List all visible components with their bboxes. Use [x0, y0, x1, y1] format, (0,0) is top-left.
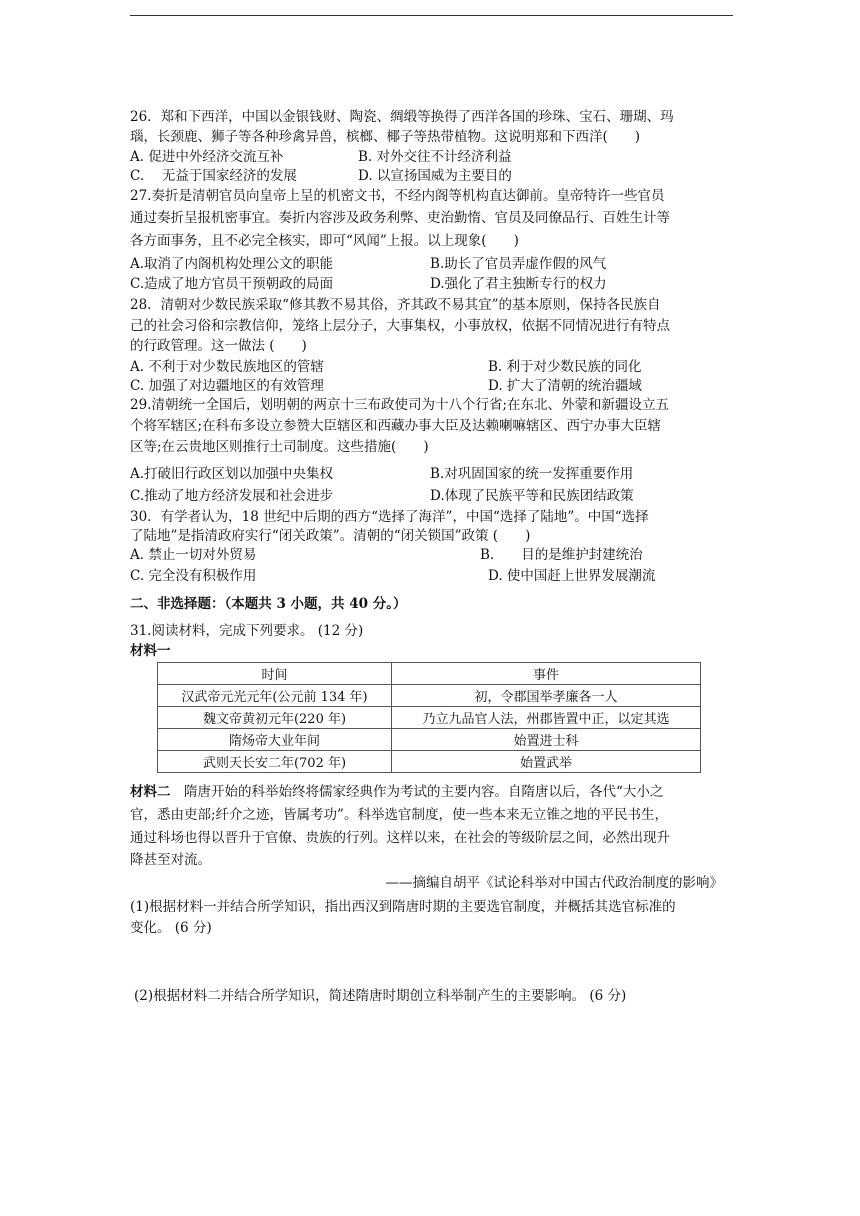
material-2-line2: 官，悉由吏部;纤介之迹，皆属考功”。科举选官制度，使一些本来无立锥之地的平民书生， — [130, 807, 668, 823]
table-row — [158, 707, 701, 729]
q29-stem-line1: 29.清朝统一全国后，划明朝的两京十三布政使司为十八个行省;在东北、外蒙和新疆设立五 — [130, 397, 670, 413]
table-cell-event: 始置进士科 — [392, 729, 701, 751]
q27-stem-line2: 通过奏折呈报机密事宜。奏折内容涉及政务利弊、吏治勤惰、官员及同僚品行、百姓生计等 — [130, 210, 670, 226]
q27-option-a: A.取消了内阁机构处理公文的职能 — [130, 256, 334, 272]
q30-stem-line2: 了陆地”是指清政府实行“闭关政策”。清朝的“闭关锁国”政策 ( ) — [130, 528, 531, 544]
q27-option-c: C.造成了地方官员干预朝政的局面 — [130, 276, 334, 292]
material-2-line4: 降甚至对流。 — [130, 852, 211, 868]
q30-option-b: B. 目的是维护封建统治 — [480, 547, 643, 563]
sub-question-2: (2)根据材料二并结合所学知识，简述隋唐时期创立科举制产生的主要影响。 (6 分) — [134, 988, 627, 1004]
material-1-label: 材料一 — [130, 643, 171, 659]
table-cell-time: 汉武帝元光元年(公元前 134 年) — [158, 685, 392, 707]
material-2-text-start: 隋唐开始的科举始终将儒家经典作为考试的主要内容。自隋唐以后，各代“大小之 — [184, 784, 664, 800]
table-header-time: 时间 — [158, 663, 392, 685]
q27-option-b: B.助长了官员弄虚作假的风气 — [430, 256, 607, 272]
q26-stem-line2: 瑙，长颈鹿、狮子等各种珍禽异兽，槟榔、椰子等热带植物。这说明郑和下西洋( ) — [130, 129, 641, 145]
q30-option-c: C. 完全没有积极作用 — [130, 568, 257, 584]
q26-option-c: C. 无益于国家经济的发展 — [130, 168, 297, 184]
q28-option-b: B. 利于对少数民族的同化 — [488, 359, 642, 375]
table-cell-event: 乃立九品官人法，州郡皆置中正，以定其选 — [392, 707, 701, 729]
q30-option-a: A. 禁止一切对外贸易 — [130, 547, 257, 563]
q28-stem-line2: 己的社会习俗和宗教信仰，笼络上层分子，大事集权，小事放权，依据不同情况进行有特点 — [130, 318, 670, 334]
sub-question-1-line2: 变化。 (6 分) — [130, 920, 212, 936]
q28-option-d: D. 扩大了清朝的统治疆域 — [488, 378, 642, 394]
q30-stem-line1: 30．有学者认为，18 世纪中后期的西方“选择了海洋”，中国“选择了陆地”。中国“选择 — [130, 509, 649, 525]
q30-option-d: D. 使中国赶上世界发展潮流 — [488, 568, 656, 584]
q31-intro: 31.阅读材料，完成下列要求。 (12 分) — [130, 623, 364, 639]
table-cell-time: 隋炀帝大业年间 — [158, 729, 392, 751]
table-row — [158, 729, 701, 751]
table-cell-event: 初，令郡国举孝廉各一人 — [392, 685, 701, 707]
q27-stem-line3: 各方面事务，且不必完全核实，即可“风闻”上报。以上现象( ) — [130, 233, 519, 249]
material-2-label: 材料二 — [130, 784, 171, 800]
q29-option-d: D.体现了民族平等和民族团结政策 — [430, 488, 634, 504]
q28-stem-line3: 的行政管理。这一做法 ( ) — [130, 338, 307, 354]
material-2-line1 — [130, 782, 663, 802]
material-1-table — [157, 662, 701, 773]
table-header-event: 事件 — [392, 663, 701, 685]
table-cell-time: 魏文帝黄初元年(220 年) — [158, 707, 392, 729]
q27-stem-line1: 27.奏折是清朝官员向皇帝上呈的机密文书，不经内阁等机构直达御前。皇帝特许一些官员 — [130, 188, 665, 204]
q26-option-d: D. 以宣扬国威为主要目的 — [358, 168, 512, 184]
q28-option-a: A. 不利于对少数民族地区的管辖 — [130, 359, 324, 375]
q28-option-c: C. 加强了对边疆地区的有效管理 — [130, 378, 324, 394]
table-header-row — [158, 663, 701, 685]
q26-stem-line1: 26．郑和下西洋，中国以金银钱财、陶瓷、绸缎等换得了西洋各国的珍珠、宝石、珊瑚、玛 — [130, 109, 674, 125]
table-row — [158, 685, 701, 707]
q26-option-b: B. 对外交往不计经济利益 — [358, 149, 512, 165]
table-row — [158, 751, 701, 773]
q26-option-a: A. 促进中外经济交流互补 — [130, 149, 284, 165]
sub-question-1-line1: (1)根据材料一并结合所学知识，指出西汉到隋唐时期的主要选官制度，并概括其选官标准的 — [130, 899, 676, 915]
q29-stem-line3: 区等;在云贵地区则推行土司制度。这些措施( ) — [130, 439, 429, 455]
header-rule — [130, 15, 733, 16]
material-2-line3: 通过科场也得以晋升于官僚、贵族的行列。这样以来，在社会的等级阶层之间，必然出现升 — [130, 830, 670, 846]
q29-stem-line2: 个将军辖区;在科布多设立参赞大臣辖区和西藏办事大臣及达赖喇嘛辖区、西宁办事大臣辖 — [130, 418, 662, 434]
q28-stem-line1: 28．清朝对少数民族采取“修其教不易其俗，齐其政不易其宜”的基本原则，保持各民族自 — [130, 297, 661, 313]
material-2-source: ——摘编自胡平《试论科举对中国古代政治制度的影响》 — [385, 875, 723, 891]
section-2-heading: 二、非选择题：（本题共 3 小题，共 40 分。） — [130, 596, 407, 612]
table-cell-time: 武则天长安二年(702 年) — [158, 751, 392, 773]
table-cell-event: 始置武举 — [392, 751, 701, 773]
q29-option-b: B.对巩固国家的统一发挥重要作用 — [430, 466, 634, 482]
q27-option-d: D.强化了君主独断专行的权力 — [430, 276, 607, 292]
q29-option-c: C.推动了地方经济发展和社会进步 — [130, 488, 334, 504]
q29-option-a: A.打破旧行政区划以加强中央集权 — [130, 466, 334, 482]
